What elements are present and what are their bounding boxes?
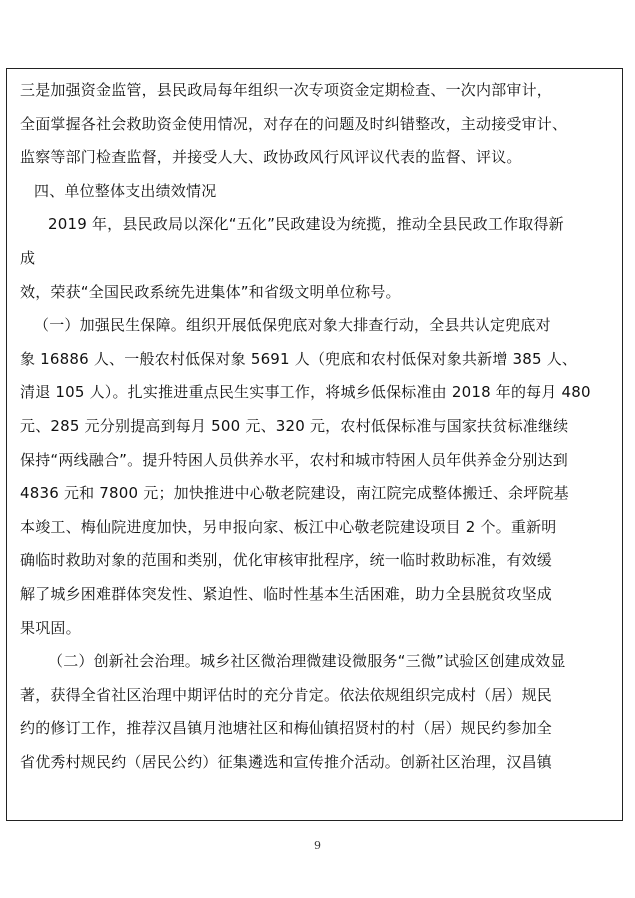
frame-right-border bbox=[622, 68, 623, 820]
section-heading: 四、单位整体支出绩效情况 bbox=[34, 181, 217, 200]
frame-left-border bbox=[6, 68, 7, 820]
text-line: （二）创新社会治理。城乡社区微治理微建设微服务“三微”试验区创建成效显 bbox=[48, 652, 566, 671]
page-number: 9 bbox=[314, 839, 321, 852]
text-line: 解了城乡困难群体突发性、紧迫性、临时性基本生活困难，助力全县脱贫攻坚成 bbox=[20, 584, 553, 603]
text-line: 2019 年，县民政局以深化“五化”民政建设为统揽，推动全县民政工作取得新 bbox=[48, 215, 564, 234]
text-line: 效，荣获“全国民政系统先进集体”和省级文明单位称号。 bbox=[20, 282, 401, 301]
frame-bottom-border bbox=[6, 820, 623, 821]
text-line: 清退 105 人）。扎实推进重点民生实事工作，将城乡低保标准由 2018 年的每月 480 bbox=[20, 383, 591, 402]
text-line: 三是加强资金监管，县民政局每年组织一次专项资金定期检查、一次内部审计， bbox=[20, 81, 553, 99]
text-line: 元、285 元分别提高到每月 500 元、320 元，农村低保标准与国家扶贫标准继续 bbox=[20, 416, 569, 435]
text-line: 象 16886 人、一般农村低保对象 5691 人（兜底和农村低保对象共新增 385 人、 bbox=[20, 349, 578, 368]
text-line: （一）加强民生保障。组织开展低保兜底对象大排查行动，全县共认定兜底对 bbox=[34, 316, 551, 335]
text-line: 省优秀村规民约（居民公约）征集遴选和宣传推介活动。创新社区治理，汉昌镇 bbox=[20, 752, 553, 771]
text-line: 全面掌握各社会救助资金使用情况，对存在的问题及时纠错整改，主动接受审计、 bbox=[20, 114, 568, 133]
frame-top-border bbox=[6, 68, 623, 69]
text-line: 著，获得全省社区治理中期评估时的充分肯定。依法依规组织完成村（居）规民 bbox=[20, 685, 553, 704]
document-body bbox=[20, 74, 616, 779]
text-line: 监察等部门检查监督，并接受人大、政协政风行风评议代表的监督、评议。 bbox=[20, 148, 522, 167]
text-line: 本竣工、梅仙院进度加快，另申报向家、板江中心敬老院建设项目 2 个。重新明 bbox=[20, 517, 557, 536]
text-line: 4836 元和 7800 元；加快推进中心敬老院建设，南江院完成整体搬迁、余坪院基 bbox=[20, 484, 569, 503]
text-line: 保持“两线融合”。提升特困人员供养水平，农村和城市特困人员年供养金分别达到 bbox=[20, 450, 568, 469]
text-line: 果巩固。 bbox=[20, 618, 81, 637]
text-line: 确临时救助对象的范围和类别，优化审核审批程序，统一临时救助标准，有效缓 bbox=[20, 551, 553, 570]
text-line: 约的修订工作，推荐汉昌镇月池塘社区和梅仙镇招贤村的村（居）规民约参加全 bbox=[20, 719, 553, 738]
text-line: 成 bbox=[20, 248, 36, 267]
